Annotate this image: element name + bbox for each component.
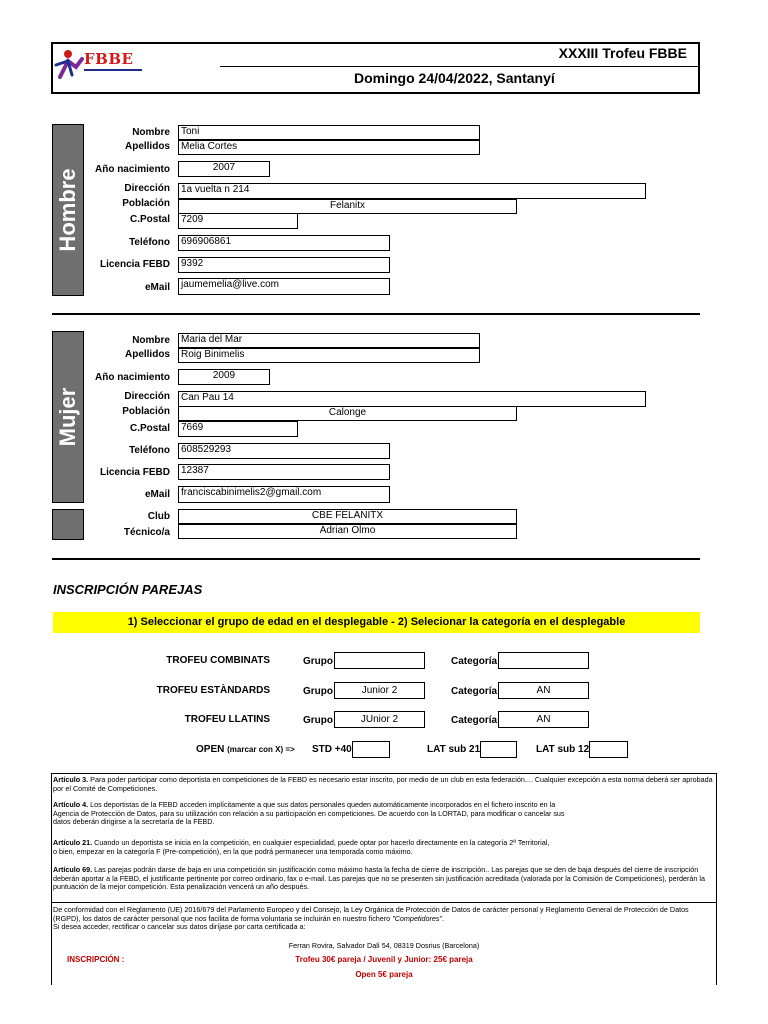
inscripcion-title: INSCRIPCIÓN PAREJAS <box>53 582 203 597</box>
estandards-categoria-select[interactable]: AN <box>498 682 589 699</box>
mujer-cpostal-field[interactable]: 7669 <box>178 421 298 437</box>
hombre-ano-field[interactable]: 2007 <box>178 161 270 177</box>
hombre-email-field[interactable]: jaumemelia@live.com <box>178 278 390 295</box>
articulo-3 <box>53 776 715 793</box>
mujer-licencia-label: Licencia FEBD <box>99 467 170 478</box>
open-title: OPEN <box>196 744 225 755</box>
hombre-poblacion-label: Población <box>122 198 170 209</box>
combinats-grupo-label: Grupo <box>303 656 333 667</box>
mujer-telefono-label: Teléfono <box>129 445 170 456</box>
trofeu-estandards-label: TROFEU ESTÀNDARDS <box>156 685 270 696</box>
estandards-grupo-label: Grupo <box>303 686 333 697</box>
mujer-direccion-field[interactable]: Can Pau 14 <box>178 391 646 407</box>
articulo-21-text: Cuando un deportista se inicia en la competición, en cualquier especialidad, puede optar por hacerlo directamente en la categoría 2ª Territorial, o bien, empezar en la categoría F (Pre-competición), en la que podrá permanecer una temporada como máximo. <box>53 838 550 856</box>
hombre-cpostal-field[interactable]: 7209 <box>178 213 298 229</box>
instructions-banner <box>53 612 700 633</box>
header-divider <box>220 66 698 67</box>
section-divider-1 <box>52 313 700 315</box>
hombre-cpostal-label: C.Postal <box>129 214 170 225</box>
lat12-checkbox[interactable] <box>589 741 628 758</box>
std40-checkbox[interactable] <box>352 741 390 758</box>
hombre-nombre-label: Nombre <box>132 127 170 138</box>
articulo-4 <box>53 801 573 827</box>
hombre-poblacion-field[interactable]: Felanitx <box>178 199 517 214</box>
hombre-apellidos-field[interactable]: Melia Cortes <box>178 140 480 155</box>
tecnico-label: Técnico/a <box>123 527 170 538</box>
mujer-email-label: eMail <box>144 489 170 500</box>
tecnico-field[interactable]: Adrian Olmo <box>178 524 517 539</box>
llatins-grupo-select[interactable]: JUnior 2 <box>334 711 425 728</box>
mujer-apellidos-field[interactable]: Roig Binimelis <box>178 348 480 363</box>
mujer-nombre-field[interactable]: Maria del Mar <box>178 333 480 348</box>
llatins-categoria-select[interactable]: AN <box>498 711 589 728</box>
lat21-label: LAT sub 21 <box>427 744 481 755</box>
logo-underline <box>84 69 142 71</box>
trofeu-combinats-label: TROFEU COMBINATS <box>166 655 270 666</box>
trofeu-fee: Trofeu 30€ pareja / Juvenil y Junior: 25€ pareja <box>295 955 473 964</box>
club-label: Club <box>147 511 170 522</box>
hombre-email-label: eMail <box>144 282 170 293</box>
articulo-3-text: Para poder participar como deportista en competiciones de la FEBD es necesario estar inscrito, por medio de un club en esta federación.... Cualquier excepción a esta norma deberá ser aprobada por el Comité de Competiciones. <box>53 775 713 793</box>
trofeu-llatins-label: TROFEU LLATINS <box>184 714 270 725</box>
mujer-ano-field[interactable]: 2009 <box>178 369 270 385</box>
logo <box>54 47 146 81</box>
mujer-poblacion-label: Población <box>122 406 170 417</box>
rgpd-text-2: Si desea acceder, rectificar o cancelar sus datos diríjase por carta certificada a: <box>53 922 306 932</box>
articulo-21-head: Artículo 21. <box>53 838 93 847</box>
mujer-direccion-label: Dirección <box>124 391 170 402</box>
rgpd-file-name: "Competidores" <box>392 913 443 923</box>
page-title: XXXIII Trofeu FBBE <box>558 45 687 61</box>
mujer-email-field[interactable]: franciscabinimelis2@gmail.com <box>178 486 390 503</box>
club-field[interactable]: CBE FELANITX <box>178 509 517 524</box>
hombre-nombre-field[interactable]: Toni <box>178 125 480 140</box>
section-divider-2 <box>52 558 700 560</box>
hombre-ano-label: Año nacimiento <box>94 164 170 175</box>
articulo-21 <box>53 839 553 856</box>
articulo-4-head: Artículo 4. <box>53 800 89 809</box>
llatins-grupo-label: Grupo <box>303 715 333 726</box>
open-label <box>196 744 295 755</box>
hombre-direccion-field[interactable]: 1a vuelta n 214 <box>178 183 646 199</box>
mujer-nombre-label: Nombre <box>132 335 170 346</box>
hombre-telefono-field[interactable]: 696906861 <box>178 235 390 251</box>
std40-label: STD +40 <box>312 744 352 755</box>
lat12-label: LAT sub 12 <box>536 744 590 755</box>
open-hint: (marcar con X) => <box>227 745 295 754</box>
articulo-69-head: Artículo 69. <box>53 865 93 874</box>
mujer-apellidos-label: Apellidos <box>124 349 170 360</box>
articulo-3-head: Artículo 3. <box>53 775 89 784</box>
mujer-ano-label: Año nacimiento <box>94 372 170 383</box>
estandards-grupo-select[interactable]: Junior 2 <box>334 682 425 699</box>
articulo-4-text: Los deportistas de la FEBD acceden implícitamente a que sus datos personales queden automáticamente incorporados en el fichero inscrito en la Agencia de Protección de Datos, para su utilización con relación a su participación en competiciones. De acuerdo con la LORTAD, para modificar o cancelar sus datos deberán dirigirse a la secretaría de la FEBD. <box>53 800 565 827</box>
instructions-text: 1) Seleccionar el grupo de edad en el desplegable - 2) Selecionar la categoría en el desplegable <box>127 616 626 628</box>
hombre-side-label: Hombre <box>55 168 80 252</box>
combinats-categoria-select[interactable] <box>498 652 589 669</box>
hombre-telefono-label: Teléfono <box>129 237 170 248</box>
rgpd-text: De conformidad con el Reglamento (UE) 2016/679 del Parlamento Europeo y del Consejo, la Ley Orgánica de Protección de Datos de carácter personal y Reglamento General de Protección de Datos (RGPD), los datos de carácter personal que nos facilita de forma voluntaria se incluirán en nuestro fichero "Competidores". Si desea acceder, rectificar o cancelar sus datos diríjase por carta certificada a: <box>53 905 689 932</box>
hombre-licencia-label: Licencia FEBD <box>99 259 170 270</box>
mujer-licencia-field[interactable]: 12387 <box>178 464 390 480</box>
inscripcion-fee-label: INSCRIPCIÓN : <box>67 955 125 964</box>
lat21-checkbox[interactable] <box>480 741 517 758</box>
page-subtitle: Domingo 24/04/2022, Santanyí <box>354 70 555 86</box>
open-fee: Open 5€ pareja <box>355 970 413 979</box>
mujer-telefono-field[interactable]: 608529293 <box>178 443 390 459</box>
llatins-categoria-label: Categoría <box>451 715 498 726</box>
articulo-69-text: Las parejas podrán darse de baja en una competición sin justificación como máximo hasta la fecha de cierre de inscripción.. Las parejas que se den de baja después del cierre de inscripción deberán aportar a la FEBD, el justificante pertinente por correo ordinario, fax o e-mail. Las parejas que no se presenten sin justificación acreditada (valorada por la Comisión de Competiciones), perderán la puntuación de la mejor competición. Esta penalización vencerá un año después. <box>53 865 706 892</box>
mujer-poblacion-field[interactable]: Calonge <box>178 406 517 421</box>
hombre-licencia-field[interactable]: 9392 <box>178 257 390 273</box>
hombre-apellidos-label: Apellidos <box>124 141 170 152</box>
mujer-side-label: Mujer <box>55 387 80 447</box>
estandards-categoria-label: Categoría <box>451 686 498 697</box>
hombre-side-bar <box>52 124 84 296</box>
mujer-cpostal-label: C.Postal <box>129 423 170 434</box>
logo-text: FBBE <box>84 50 134 68</box>
combinats-categoria-label: Categoría <box>451 656 498 667</box>
mujer-side-bar <box>52 331 84 503</box>
rgpd-text-1: De conformidad con el Reglamento (UE) 2016/679 del Parlamento Europeo y del Consejo, la Ley Orgánica de Protección de Datos de carácter personal y Reglamento General de Protección de Datos (RGPD), los datos de carácter personal que nos facilita de forma voluntaria se incluirán en nuestro fichero <box>53 905 689 923</box>
articulo-69 <box>53 866 715 892</box>
hombre-direccion-label: Dirección <box>124 183 170 194</box>
rgpd-address: Ferran Rovira, Salvador Dalí 54, 08319 Dosrius (Barcelona) <box>288 941 480 950</box>
club-side-bar <box>52 509 84 540</box>
combinats-grupo-select[interactable] <box>334 652 425 669</box>
